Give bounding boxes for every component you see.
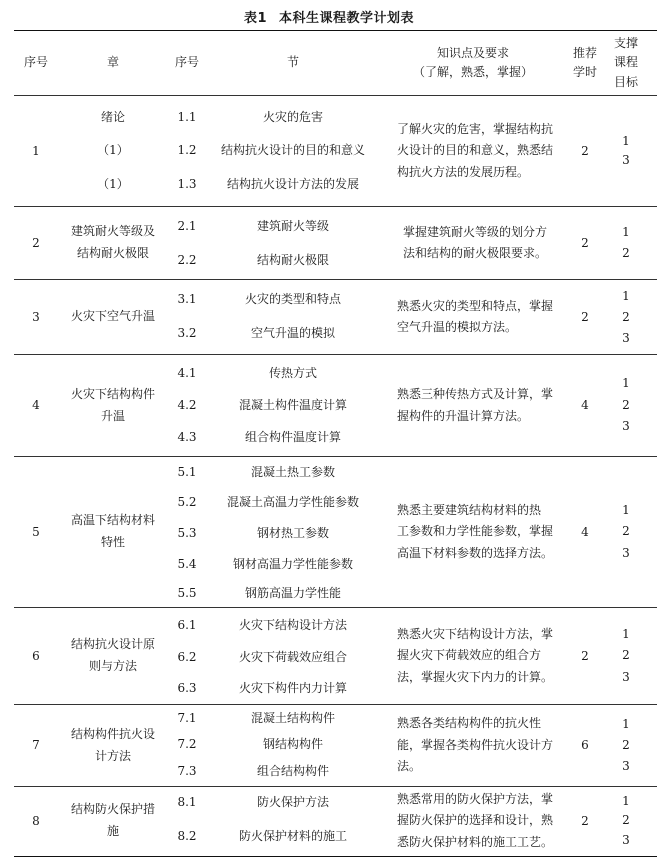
objective-number: 3 — [622, 759, 630, 773]
recommended-hours: 2 — [581, 813, 589, 828]
row-chapter — [58, 457, 168, 607]
section-name: 建筑耐火等级 — [256, 218, 329, 233]
row-chapter — [58, 705, 168, 786]
section-number: 5.4 — [177, 556, 197, 571]
objective-number: 2 — [622, 524, 630, 539]
section-name: 防火保护材料的施工 — [238, 828, 347, 843]
supported-objectives — [604, 608, 648, 704]
section-name: 混凝土构件温度计算 — [238, 397, 347, 412]
header-hours-line1: 推荐 — [572, 45, 597, 60]
header-hours — [566, 31, 604, 95]
table-bottom-rule — [14, 856, 657, 857]
section-name: 火灾的类型和特点 — [244, 291, 341, 306]
objective-number: 3 — [622, 669, 630, 684]
section-number: 3.2 — [177, 325, 197, 340]
section-number: 4.3 — [177, 429, 197, 444]
knowledge-requirements — [380, 608, 566, 704]
knowledge-requirements — [380, 457, 566, 607]
knowledge-requirements — [380, 207, 566, 279]
row-chapter — [58, 280, 168, 354]
knowledge-text: 熟悉主要建筑结构材料的热 工参数和力学性能参数，掌握 高温下材料参数的选择方法。 — [396, 502, 553, 560]
row-chapter — [58, 355, 168, 456]
table-row — [0, 96, 658, 206]
objective-number: 3 — [622, 153, 630, 167]
section-name: 传热方式 — [268, 365, 317, 380]
header-objective-line3: 目标 — [613, 74, 638, 89]
objective-number: 2 — [622, 738, 630, 752]
section-name: 火灾下荷载效应组合 — [238, 649, 347, 664]
row-seq: 3 — [32, 309, 40, 324]
supported-objectives — [604, 787, 648, 855]
knowledge-text: 熟悉火灾的类型和特点，掌握 空气升温的模拟方法。 — [396, 298, 553, 334]
section-number: 1.1 — [177, 110, 197, 124]
section-number: 7.3 — [177, 763, 197, 778]
table-row — [0, 705, 658, 786]
objective-number: 1 — [622, 717, 630, 731]
knowledge-requirements — [380, 355, 566, 456]
supported-objectives — [604, 96, 648, 206]
section-number: 5.3 — [177, 525, 197, 540]
section-name: 钢材高温力学性能参数 — [232, 556, 353, 571]
section-number: 6.1 — [177, 617, 197, 632]
row-chapter-line: 绪论 — [100, 110, 125, 124]
row-chapter — [58, 787, 168, 855]
header-objective-line2: 课程 — [613, 55, 638, 70]
recommended-hours: 2 — [581, 309, 589, 324]
knowledge-requirements — [380, 280, 566, 354]
table-row — [0, 355, 658, 456]
recommended-hours: 4 — [581, 398, 589, 412]
objective-number: 2 — [622, 813, 630, 828]
row-seq: 4 — [32, 398, 40, 412]
header-seq: 序号 — [23, 55, 48, 70]
chapter-text: 高温下结构材料 特性 — [70, 513, 155, 549]
section-name: 火灾下构件内力计算 — [238, 680, 347, 695]
header-section: 节 — [286, 55, 299, 70]
section-number: 5.2 — [177, 494, 197, 509]
knowledge-requirements — [380, 705, 566, 786]
header-objective-line1: 支撑 — [613, 36, 638, 51]
table-row — [0, 787, 658, 855]
table-row — [0, 207, 658, 279]
header-knowledge-line1: 知识点及要求 — [436, 45, 509, 60]
objective-number: 3 — [622, 330, 630, 345]
section-name: 结构抗火设计方法的发展 — [226, 177, 359, 191]
header-knowledge-line2: （了解，熟悉，掌握） — [412, 65, 533, 79]
chapter-text: 火灾下结构构件 升温 — [70, 386, 155, 423]
section-name: 组合构件温度计算 — [244, 429, 341, 444]
knowledge-text: 了解火灾的危害，掌握结构抗 火设计的目的和意义，熟悉结 构抗火方法的发展历程。 — [396, 121, 553, 179]
table-row — [0, 608, 658, 704]
table-header — [0, 31, 658, 95]
objective-number: 3 — [622, 545, 630, 560]
header-sub-seq: 序号 — [174, 55, 199, 70]
supported-objectives — [604, 705, 648, 786]
section-number: 2.1 — [177, 218, 197, 233]
section-name: 组合结构构件 — [256, 763, 329, 778]
recommended-hours: 6 — [581, 738, 589, 752]
section-name: 混凝土热工参数 — [250, 464, 335, 479]
row-seq: 6 — [32, 648, 40, 663]
knowledge-text: 掌握建筑耐火等级的划分方 法和结构的耐火极限要求。 — [402, 224, 547, 260]
section-number: 4.1 — [177, 365, 197, 380]
objective-number: 1 — [622, 626, 630, 641]
objective-number: 2 — [622, 648, 630, 663]
chapter-text: 火灾下空气升温 — [70, 309, 155, 324]
section-name: 钢结构构件 — [262, 736, 323, 751]
section-name: 结构耐火极限 — [256, 252, 329, 267]
section-name: 防火保护方法 — [256, 794, 329, 809]
row-chapter — [58, 608, 168, 704]
row-chapter-line: （1） — [97, 143, 129, 157]
row-chapter-line: （1） — [97, 177, 129, 191]
knowledge-requirements — [380, 96, 566, 206]
row-seq: 7 — [32, 738, 40, 752]
section-name: 结构抗火设计的目的和意义 — [220, 143, 365, 157]
section-name: 空气升温的模拟 — [250, 325, 335, 340]
table-label: 表1 — [243, 11, 268, 26]
objective-number: 2 — [622, 309, 630, 324]
section-name: 钢材热工参数 — [256, 525, 329, 540]
objective-number: 1 — [622, 376, 630, 391]
section-name: 火灾的危害 — [262, 110, 323, 124]
objective-number: 1 — [622, 794, 630, 809]
objective-number: 1 — [622, 133, 630, 148]
chapter-text: 结构抗火设计原 则与方法 — [70, 637, 155, 673]
table-row — [0, 280, 658, 354]
section-number: 4.2 — [177, 397, 197, 412]
section-name: 混凝土高温力学性能参数 — [226, 494, 359, 509]
row-seq: 8 — [32, 813, 40, 828]
header-objective — [604, 31, 648, 95]
chapter-text: 结构防火保护措 施 — [70, 802, 155, 838]
table-title-text: 本科生课程教学计划表 — [279, 11, 415, 26]
chapter-text: 建筑耐火等级及 结构耐火极限 — [70, 224, 155, 260]
section-number: 7.2 — [177, 736, 197, 751]
row-seq: 5 — [32, 524, 40, 539]
section-number: 1.3 — [177, 177, 197, 191]
section-name: 混凝土结构构件 — [250, 710, 335, 725]
row-seq: 1 — [32, 143, 40, 158]
section-number: 7.1 — [177, 710, 197, 725]
section-number: 6.3 — [177, 680, 197, 695]
section-name: 火灾下结构设计方法 — [238, 617, 347, 632]
row-chapter — [58, 207, 168, 279]
recommended-hours: 2 — [581, 235, 589, 250]
table-title — [0, 7, 658, 26]
objective-number: 3 — [622, 832, 630, 847]
recommended-hours: 4 — [581, 524, 589, 539]
recommended-hours: 2 — [581, 143, 589, 158]
knowledge-text: 熟悉三种传热方式及计算，掌 握构件的升温计算方法。 — [396, 387, 553, 423]
objective-number: 1 — [622, 225, 630, 239]
supported-objectives — [604, 207, 648, 279]
recommended-hours: 2 — [581, 648, 589, 663]
section-number: 6.2 — [177, 649, 197, 664]
supported-objectives — [604, 280, 648, 354]
header-chapter: 章 — [106, 55, 119, 70]
objective-number: 3 — [622, 419, 630, 434]
header-hours-line2: 学时 — [572, 65, 597, 79]
objective-number: 2 — [622, 246, 630, 260]
knowledge-requirements — [380, 787, 566, 855]
knowledge-text: 熟悉火灾下结构设计方法，掌 握火灾下荷载效应的组合方 法，掌握火灾下内力的计算。 — [396, 626, 553, 684]
knowledge-text: 熟悉各类结构构件的抗火性 能，掌握各类构件抗火设计方 法。 — [396, 716, 553, 774]
objective-number: 2 — [622, 397, 630, 412]
header-knowledge — [380, 31, 566, 95]
objective-number: 1 — [622, 502, 630, 517]
section-number: 5.5 — [177, 585, 197, 600]
section-number: 5.1 — [177, 464, 197, 479]
objective-number: 1 — [622, 288, 630, 303]
knowledge-text: 熟悉常用的防火保护方法，掌 握防火保护的选择和设计，熟 悉防火保护材料的施工工艺。 — [396, 791, 553, 849]
section-number: 3.1 — [177, 291, 197, 306]
chapter-text: 结构构件抗火设 计方法 — [70, 726, 155, 763]
section-number: 8.2 — [177, 828, 197, 843]
row-seq: 2 — [32, 235, 40, 250]
section-number: 1.2 — [177, 143, 197, 157]
supported-objectives — [604, 355, 648, 456]
section-number: 8.1 — [177, 794, 197, 809]
section-number: 2.2 — [177, 252, 197, 267]
supported-objectives — [604, 457, 648, 607]
section-name: 钢筋高温力学性能 — [244, 585, 341, 600]
table-row — [0, 457, 658, 607]
